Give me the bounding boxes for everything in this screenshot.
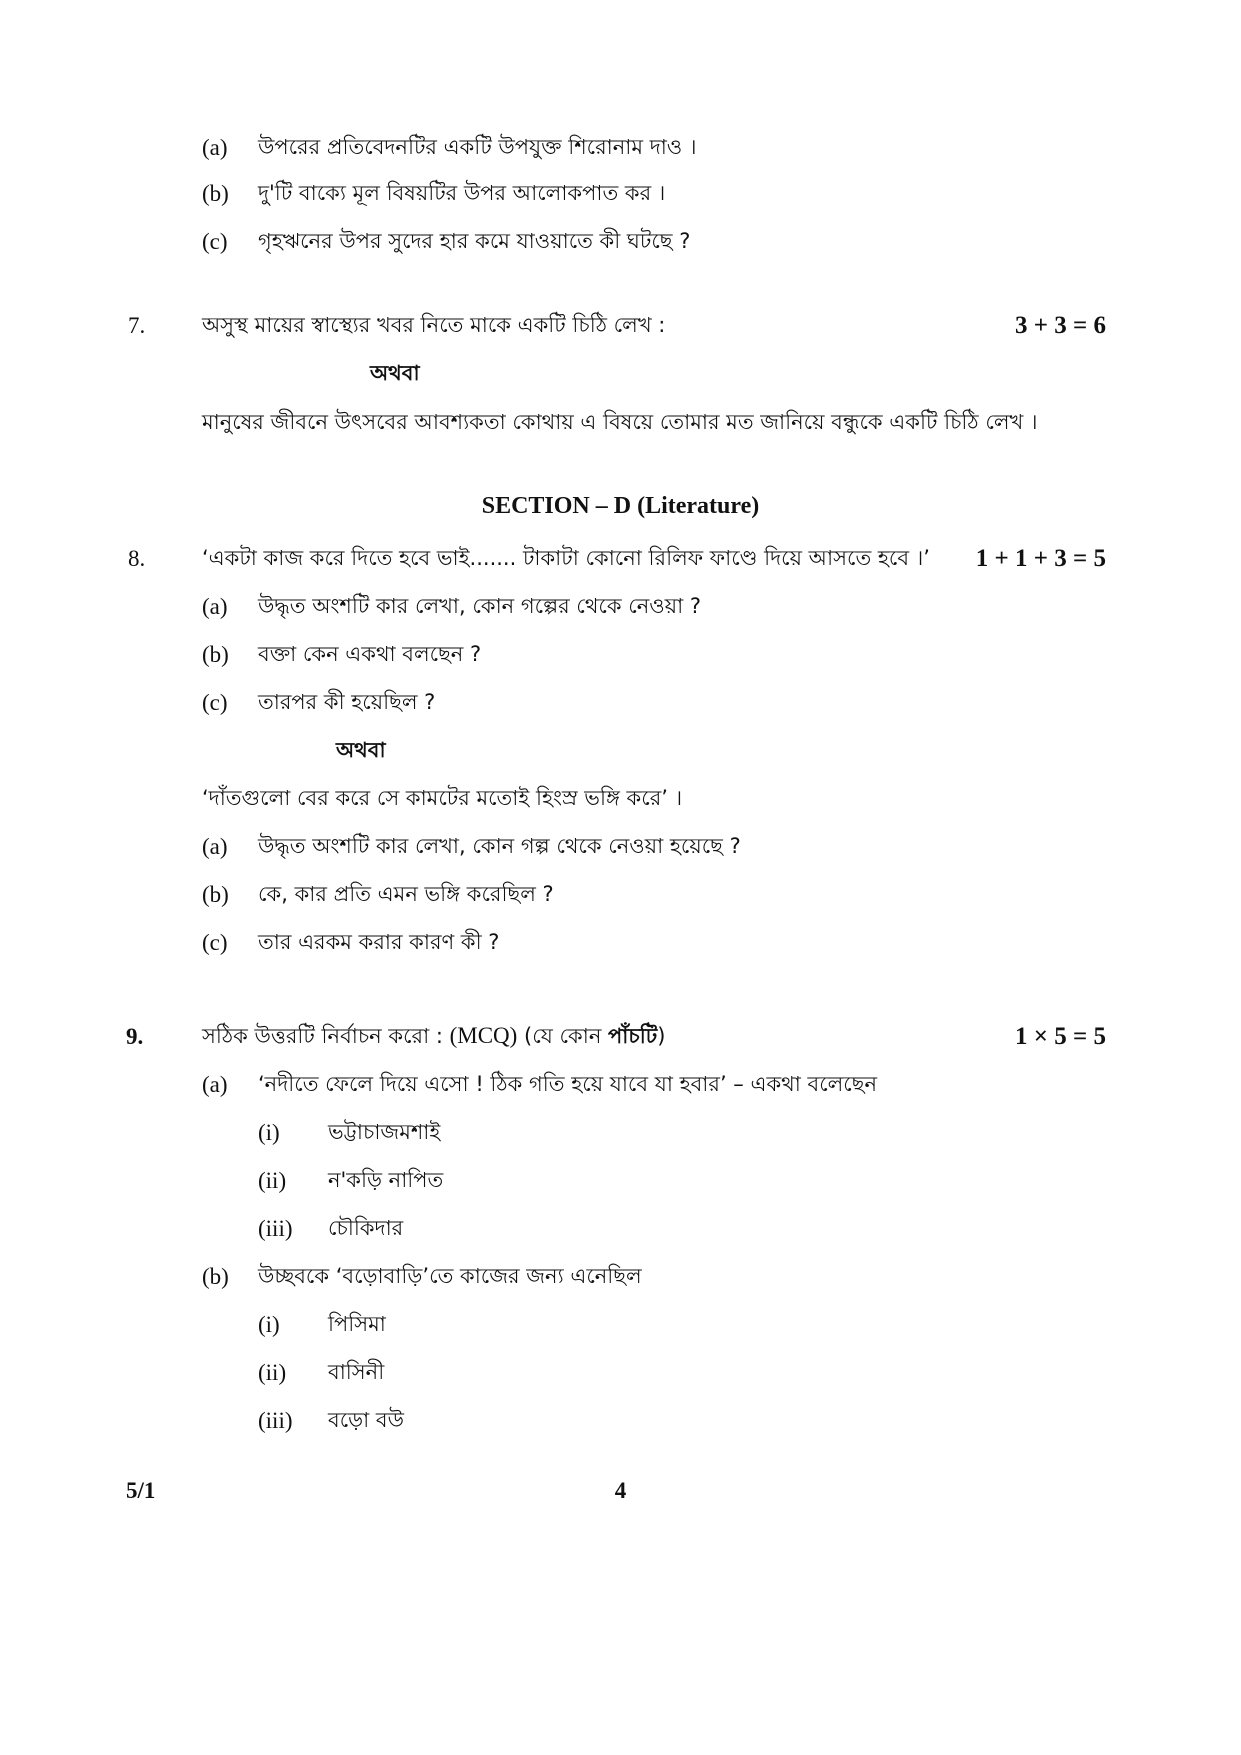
q8-alt-part-a-label: (a) [202,834,228,859]
q9-marks: 1 × 5 = 5 [1015,1023,1106,1050]
q9-text-end: ) [657,1024,666,1048]
q7-alt-text: মানুষের জীবনে উৎসবের আবশ্যকতা কোথায় এ বিষয়ে তোমার মত জানিয়ে বন্ধুকে একটি চিঠি লেখ । [202,410,1038,434]
q9-part-a-label: (a) [202,1072,228,1097]
q8-part-b-text: বক্তা কেন একথা বলছেন ? [258,642,482,666]
q9-part-a-text: ‘নদীতে ফেলে দিয়ে এসো ! ঠিক গতি হয়ে যাবে যা হবার’ – একথা বলেছেন [258,1072,877,1096]
q9-a-option-ii-label: (ii) [258,1168,287,1193]
q8-alt-part-b-text: কে, কার প্রতি এমন ভঙ্গি করেছিল ? [258,882,554,906]
q7-number: 7. [128,313,146,338]
q8-part-c-text: তারপর কী হয়েছিল ? [258,690,436,714]
q9-a-option-ii-text: ন'কড়ি নাপিত [328,1168,444,1192]
q8-alt-quote: ‘দাঁতগুলো বের করে সে কামটের মতোই হিংস্র ভঙ্গি করে’ । [202,786,683,810]
page-number: 4 [614,1478,627,1503]
q6-part-a-text: উপরের প্রতিবেদনটির একটি উপযুক্ত শিরোনাম দাও । [258,135,697,159]
q9-b-option-iii-text: বড়ো বউ [328,1408,404,1432]
q9-a-option-iii-label: (iii) [258,1216,293,1241]
q6-part-b-label: (b) [202,181,229,206]
paper-code: 5/1 [126,1478,156,1503]
q9-part-b-label: (b) [202,1264,229,1289]
q9-b-option-iii-label: (iii) [258,1408,293,1433]
q9-b-option-i-label: (i) [258,1312,280,1337]
q8-part-b-label: (b) [202,642,229,667]
q9-text [202,1021,665,1051]
q8-alt-part-b-label: (b) [202,882,229,907]
q8-quote: ‘একটা কাজ করে দিতে হবে ভাই....... টাকাটা কোনো রিলিফ ফাণ্ডে দিয়ে আসতে হবে ।’ [202,546,930,570]
q9-text-mcq: (MCQ) [449,1023,518,1048]
q9-a-option-iii-text: চৌকিদার [328,1216,404,1240]
q8-marks: 1 + 1 + 3 = 5 [975,545,1106,572]
q9-text-pre: সঠিক উত্তরটি নির্বাচন করো : [202,1024,443,1048]
q8-alt-part-c-label: (c) [202,930,228,955]
q6-part-c-label: (c) [202,229,228,254]
q8-alt-part-a-text: উদ্ধৃত অংশটি কার লেখা, কোন গল্প থেকে নেওয়া হয়েছে ? [258,834,741,858]
q7-or: অথবা [370,361,420,385]
q9-b-option-i-text: পিসিমা [328,1312,386,1336]
q6-part-c-text: গৃহঋনের উপর সুদের হার কমে যাওয়াতে কী ঘটছে ? [258,229,691,253]
q9-a-option-i-text: ভট্টাচাজমশাই [328,1120,441,1144]
q9-b-option-ii-text: বাসিনী [328,1360,385,1384]
q7-text: অসুস্থ মায়ের স্বাস্থ্যের খবর নিতে মাকে একটি চিঠি লেখ : [202,313,666,337]
q9-number: 9. [126,1024,144,1049]
q7-marks: 3 + 3 = 6 [1015,312,1106,339]
q9-text-mid: (যে কোন [524,1024,602,1048]
q8-alt-part-c-text: তার এরকম করার কারণ কী ? [258,930,500,954]
q8-part-a-text: উদ্ধৃত অংশটি কার লেখা, কোন গল্পের থেকে নেওয়া ? [258,594,702,618]
q8-part-c-label: (c) [202,690,228,715]
q8-number: 8. [128,546,146,571]
q6-part-a-label: (a) [202,135,228,160]
q9-b-option-ii-label: (ii) [258,1360,287,1385]
q9-text-bold: পাঁচটি [608,1024,658,1048]
q9-a-option-i-label: (i) [258,1120,280,1145]
q9-part-b-text: উচ্ছবকে ‘বড়োবাড়ি’তে কাজের জন্য এনেছিল [258,1264,642,1288]
section-d-heading: SECTION – D (Literature) [481,493,760,519]
q6-part-b-text: দু'টি বাক্যে মূল বিষয়টির উপর আলোকপাত কর । [258,181,666,205]
q8-part-a-label: (a) [202,594,228,619]
q8-or: অথবা [336,738,386,762]
